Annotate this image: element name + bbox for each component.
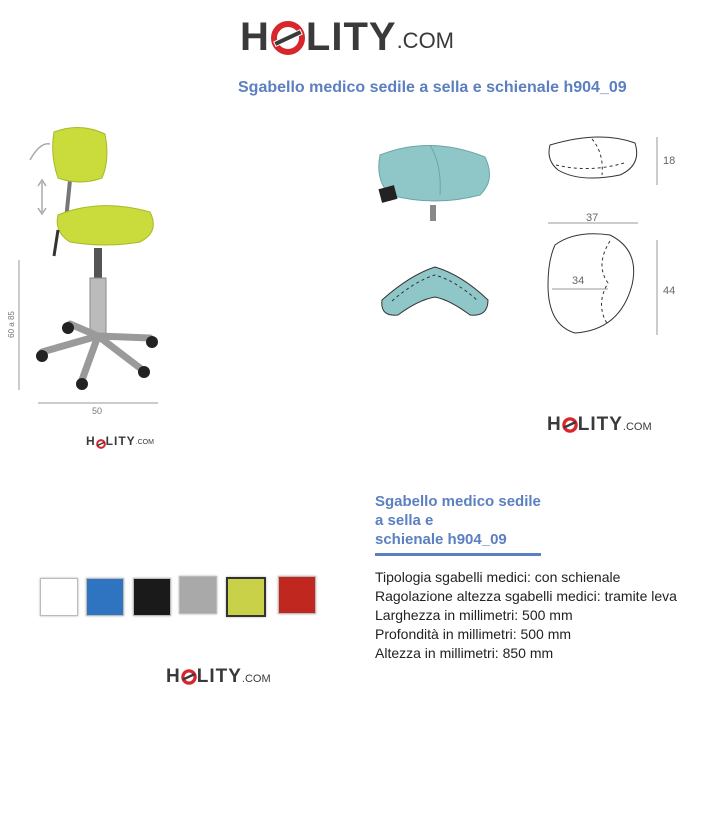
logo-text-com: .COM: [135, 439, 154, 446]
chair-product-image[interactable]: [6, 120, 180, 420]
logo-o-icon: [271, 21, 305, 55]
logo-o-icon: [181, 669, 197, 685]
spec-row: Altezza in millimetri: 850 mm: [375, 645, 554, 661]
seat-diagram-image[interactable]: [370, 125, 690, 350]
logo-text-h: H: [547, 414, 562, 435]
logo-text-lity: LITY: [577, 414, 623, 435]
swatch-lime[interactable]: [226, 577, 266, 617]
brand-logo-header[interactable]: [240, 14, 454, 60]
spec-row: Ragolazione altezza sgabelli medici: tramite leva: [375, 588, 677, 604]
logo-text-h: H: [166, 666, 181, 687]
swatch-blue[interactable]: [86, 578, 124, 616]
logo-text-h: H: [240, 15, 270, 59]
spec-row: Larghezza in millimetri: 500 mm: [375, 607, 573, 623]
dim-width-label: 37: [586, 212, 599, 224]
logo-o-icon: [562, 417, 578, 433]
logo-text-lity: LITY: [305, 15, 397, 59]
specs-divider: [375, 553, 541, 556]
spec-row: Tipologia sgabelli medici: con schienale: [375, 569, 621, 585]
brand-logo-small-2[interactable]: [547, 412, 652, 436]
swatch-red[interactable]: [278, 576, 316, 614]
dim-length-label: 44: [663, 285, 676, 297]
swatch-black[interactable]: [133, 578, 171, 616]
logo-text-com: .COM: [241, 673, 271, 685]
logo-text-lity: LITY: [105, 434, 136, 448]
swatch-white[interactable]: [40, 578, 78, 616]
chair-height-label: 60 a 85: [6, 311, 16, 338]
specs-section: [375, 492, 705, 663]
specs-title-line-1: Sgabello medico sedile: [375, 493, 541, 510]
color-swatches: [38, 575, 328, 621]
logo-text-com: .COM: [396, 28, 455, 53]
logo-o-icon: [96, 436, 106, 446]
brand-logo-small-1[interactable]: [86, 432, 154, 448]
dim-depth-label: 18: [663, 155, 676, 167]
specs-title-line-3: schienale h904_09: [375, 531, 507, 548]
dim-inner-label: 34: [572, 275, 585, 287]
logo-text-com: .COM: [622, 421, 652, 433]
logo-text-h: H: [86, 434, 96, 448]
logo-text-lity: LITY: [196, 666, 242, 687]
chair-width-label: 50: [92, 406, 103, 416]
page-title: Sgabello medico sedile a sella e schienale h904_09: [238, 79, 627, 96]
swatch-grey[interactable]: [179, 576, 217, 614]
spec-row: Profondità in millimetri: 500 mm: [375, 626, 572, 642]
brand-logo-small-3[interactable]: [166, 664, 271, 688]
specs-title-line-2: a sella e: [375, 512, 434, 529]
